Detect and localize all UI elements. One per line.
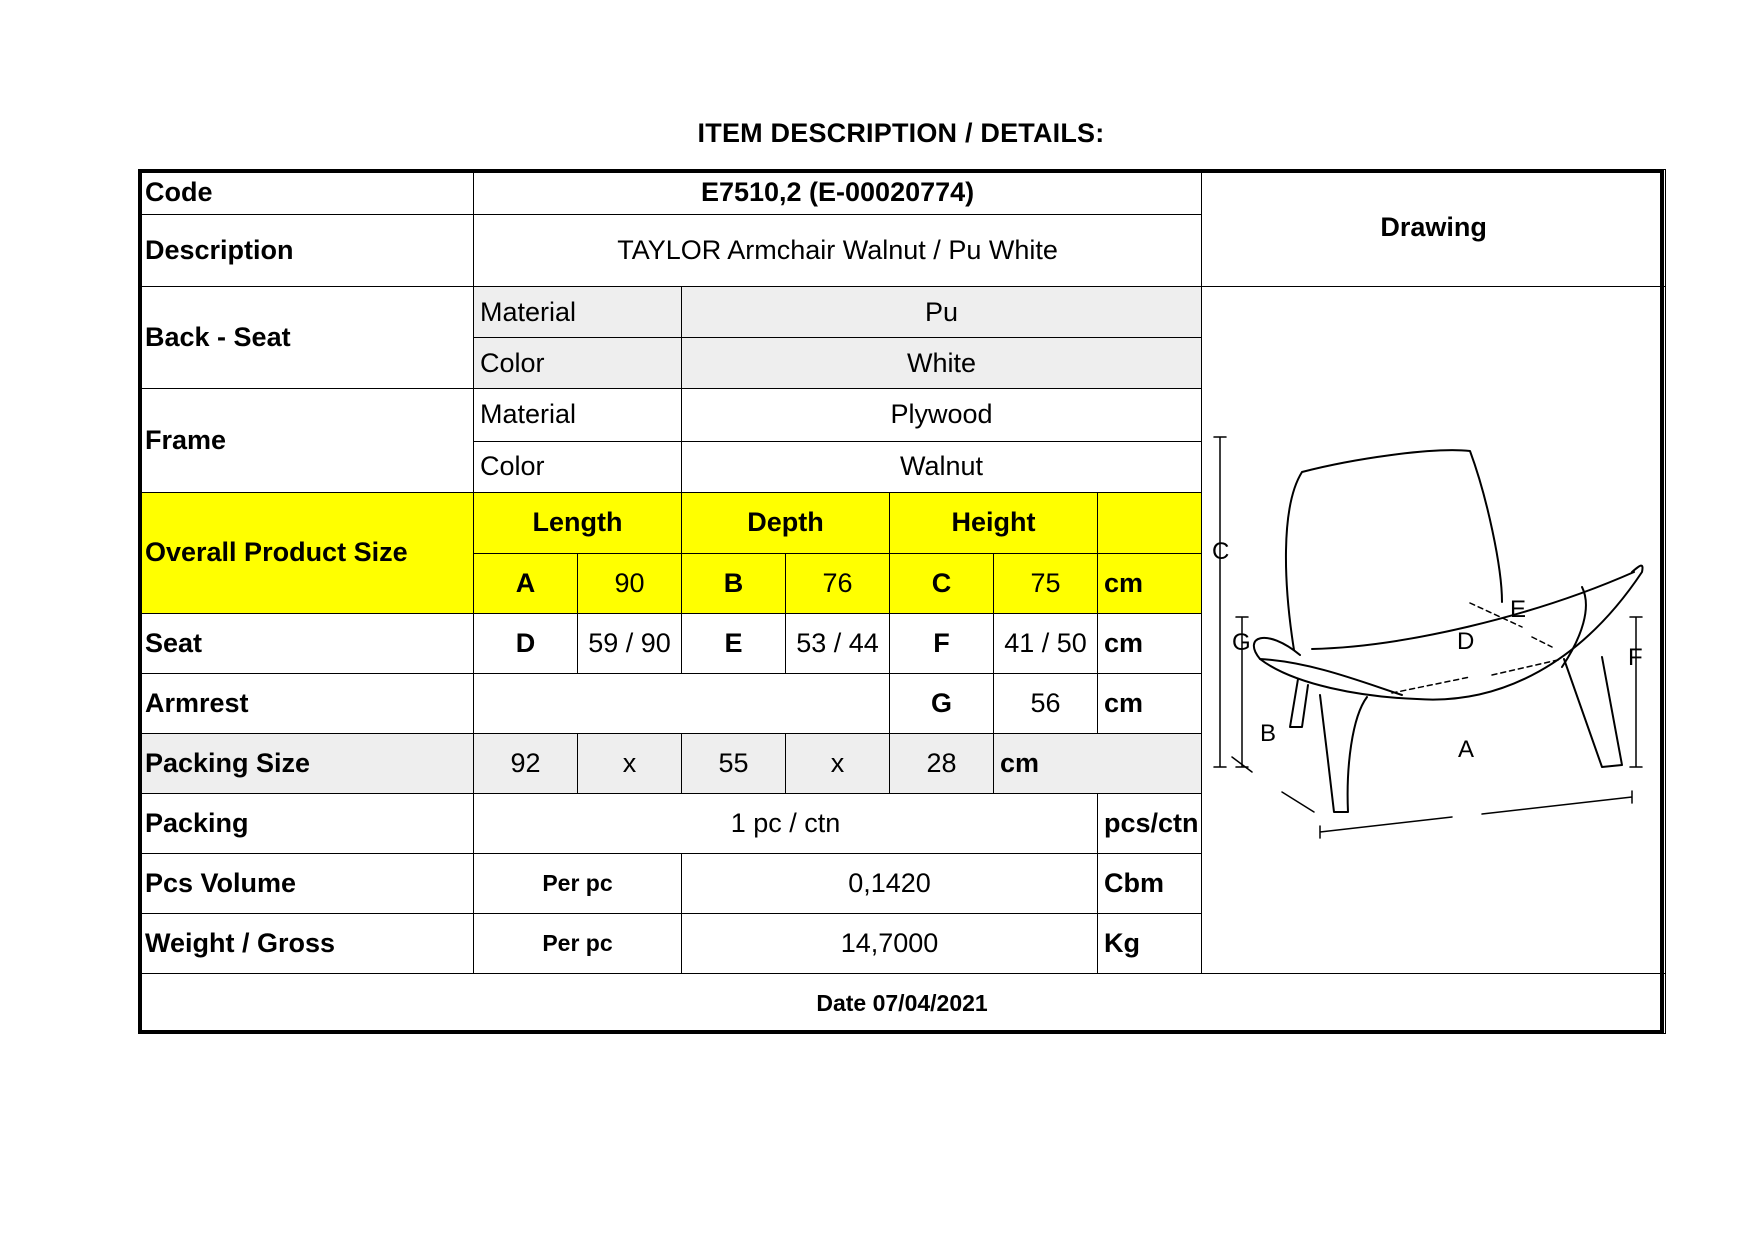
pcs-volume-unit: Cbm: [1098, 854, 1202, 914]
dim-label-e: E: [1510, 596, 1527, 623]
height-label: Height: [890, 492, 1098, 554]
armrest-blank: [474, 674, 890, 734]
dim-label-g: G: [1232, 629, 1251, 656]
packing-size-unit: cm: [994, 734, 1202, 794]
dim-label-a: A: [1458, 736, 1475, 763]
chair-leg-front-left: [1320, 695, 1367, 812]
date-row: [139, 974, 1666, 1034]
pcs-volume-label: Pcs Volume: [139, 854, 474, 914]
code-value: E7510,2 (E-00020774): [474, 170, 1202, 215]
back-seat-material-row: [139, 287, 1666, 338]
seat-unit: cm: [1098, 614, 1202, 674]
chair-backrest-line: [1286, 450, 1502, 650]
packing-unit: pcs/ctn: [1098, 794, 1202, 854]
date-text: Date 07/04/2021: [139, 974, 1666, 1034]
packing-label: Packing: [139, 794, 474, 854]
code-label: Code: [139, 170, 474, 215]
dim-g-value: 56: [994, 674, 1098, 734]
packing-x-2: x: [786, 734, 890, 794]
dim-d-value: 59 / 90: [578, 614, 682, 674]
back-seat-color-value: White: [682, 338, 1202, 389]
frame-color-label: Color: [474, 441, 682, 492]
dim-b-letter: B: [682, 554, 786, 614]
code-row: [139, 170, 1666, 215]
frame-label: Frame: [139, 389, 474, 493]
seat-label: Seat: [139, 614, 474, 674]
packing-height-value: 28: [890, 734, 994, 794]
weight-unit: Kg: [1098, 914, 1202, 974]
armchair-drawing: [1202, 287, 1666, 973]
item-details-sheet: [138, 169, 1664, 1034]
dim-label-f: F: [1628, 644, 1643, 671]
frame-material-value: Plywood: [682, 389, 1202, 442]
dim-d-letter: D: [474, 614, 578, 674]
packing-size-label: Packing Size: [139, 734, 474, 794]
packing-x-1: x: [578, 734, 682, 794]
dim-a-value: 90: [578, 554, 682, 614]
length-label: Length: [474, 492, 682, 554]
armrest-label: Armrest: [139, 674, 474, 734]
back-seat-material-value: Pu: [682, 287, 1202, 338]
description-label: Description: [139, 215, 474, 287]
dim-f-value: 41 / 50: [994, 614, 1098, 674]
depth-label: Depth: [682, 492, 890, 554]
details-table: [138, 169, 1666, 1034]
chair-seat-inner-line: [1260, 659, 1402, 695]
dim-b-line: [1232, 757, 1314, 812]
dim-label-b: B: [1260, 720, 1277, 747]
drawing-label: Drawing: [1202, 170, 1666, 287]
pcs-volume-per: Per pc: [474, 854, 682, 914]
frame-material-label: Material: [474, 389, 682, 442]
drawing-cell: [1202, 287, 1666, 974]
back-seat-color-label: Color: [474, 338, 682, 389]
dim-c-value: 75: [994, 554, 1098, 614]
dim-d-line: [1392, 659, 1562, 693]
chair-leg-right: [1564, 657, 1622, 767]
overall-size-unit: cm: [1098, 554, 1202, 614]
packing-length-value: 92: [474, 734, 578, 794]
packing-value: 1 pc / ctn: [474, 794, 1098, 854]
frame-color-value: Walnut: [682, 441, 1202, 492]
overall-size-label: Overall Product Size: [139, 492, 474, 614]
dim-e-value: 53 / 44: [786, 614, 890, 674]
pcs-volume-value: 0,1420: [682, 854, 1098, 914]
dim-c-line: [1214, 437, 1226, 767]
weight-value: 14,7000: [682, 914, 1098, 974]
dim-b-value: 76: [786, 554, 890, 614]
dim-label-c: C: [1212, 538, 1230, 565]
dim-e-letter: E: [682, 614, 786, 674]
weight-label: Weight / Gross: [139, 914, 474, 974]
overall-size-blank: [1098, 492, 1202, 554]
dim-f-line: [1630, 617, 1642, 767]
armrest-unit: cm: [1098, 674, 1202, 734]
description-value: TAYLOR Armchair Walnut / Pu White: [474, 215, 1202, 287]
weight-per: Per pc: [474, 914, 682, 974]
page-title: ITEM DESCRIPTION / DETAILS:: [697, 118, 1105, 148]
dim-a-line: [1320, 791, 1632, 838]
packing-width-value: 55: [682, 734, 786, 794]
chair-seat-outer-line: [1254, 566, 1643, 700]
dim-a-letter: A: [474, 554, 578, 614]
back-seat-label: Back - Seat: [139, 287, 474, 389]
dim-f-letter: F: [890, 614, 994, 674]
back-seat-material-label: Material: [474, 287, 682, 338]
chair-leg-rear-left: [1290, 679, 1308, 727]
dim-g-letter: G: [890, 674, 994, 734]
dim-c-letter: C: [890, 554, 994, 614]
dim-label-d: D: [1457, 628, 1475, 655]
